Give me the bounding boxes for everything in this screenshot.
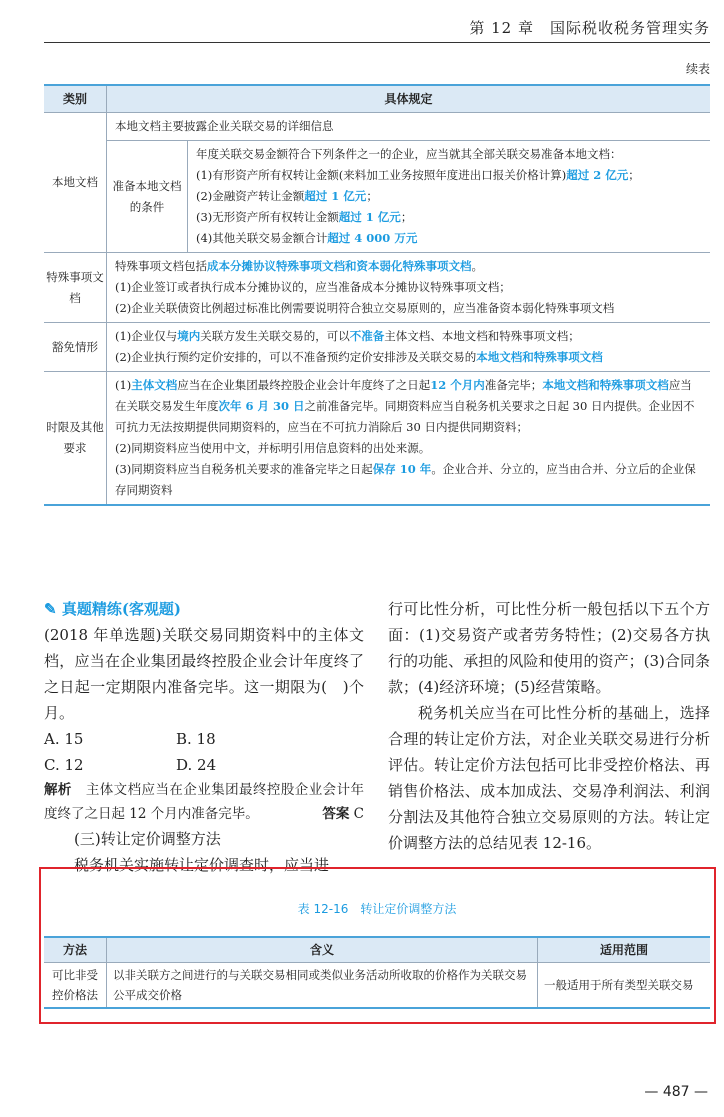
text-line: (3)无形资产所有权转让金额超过 1 亿元； xyxy=(196,210,413,224)
table-cell: 本地文档主要披露企业关联交易的详细信息 xyxy=(107,113,711,141)
option: C. 12 xyxy=(44,756,84,774)
table-cell xyxy=(188,141,711,253)
table-row xyxy=(44,323,710,372)
text-line: (2)企业执行预约定价安排的，可以不准备预约定价安排涉及关联交易的本地文档和特殊事项文档 xyxy=(115,350,603,364)
column-header: 含义 xyxy=(107,937,538,963)
table-header-row xyxy=(44,85,710,113)
table-row xyxy=(44,113,710,141)
text-line: (2)企业关联债资比例超过标准比例需要说明符合独立交易原则的，应当准备资本弱化特殊事项文档 xyxy=(115,301,615,315)
text-line: (4)其他关联交易金额合计超过 4 000 万元 xyxy=(196,231,418,245)
table-row xyxy=(44,253,710,323)
text-line: (2)同期资料应当使用中文，并标明引用信息资料的出处来源。 xyxy=(115,441,431,455)
category-cell: 特殊事项文档 xyxy=(44,253,107,323)
continued-label: 续表 xyxy=(685,62,710,76)
table-row xyxy=(44,372,710,506)
paragraph: 行可比性分析，可比性分析一般包括以下五个方面：(1)交易资产或者劳务特性；(2)交易各方执行的功能、承担的风险和使用的资产；(3)合同条款；(4)经济环境；(5)经营策略。 xyxy=(388,600,710,696)
option: A. 15 xyxy=(44,730,84,748)
column-header: 适用范围 xyxy=(538,937,711,963)
text-line: 年度关联交易金额符合下列条件之一的企业，应当就其全部关联交易准备本地文档： xyxy=(196,147,622,161)
option: D. 24 xyxy=(176,756,217,774)
text-line: (1)企业仅与境内关联方发生关联交易的，可以不准备主体文档、本地文档和特殊事项文档； xyxy=(115,329,580,343)
options-row xyxy=(44,752,364,778)
text-line: (3)同期资料应当自税务机关要求的准备完毕之日起保存 10 年。企业合并、分立的，应当由合并、分立后的企业保存同期资料 xyxy=(115,462,696,497)
methods-table xyxy=(44,936,710,1009)
table-cell xyxy=(107,372,711,506)
practice-column xyxy=(44,596,364,878)
text-line: (2)金融资产转让金额超过 1 亿元； xyxy=(196,189,378,203)
table-row xyxy=(44,141,710,253)
text-line: (1)企业签订或者执行成本分摊协议的，应当准备成本分摊协议特殊事项文档； xyxy=(115,280,511,294)
question-text: (2018 年单选题)关联交易同期资料中的主体文档，应当在企业集团最终控股企业会计年度终了之日起一定期限内准备完毕。这一期限为( )个月。 xyxy=(44,626,364,722)
documentation-table xyxy=(44,84,710,506)
column-header: 方法 xyxy=(44,937,107,963)
category-cell: 时限及其他要求 xyxy=(44,372,107,506)
text-line: (1)有形资产所有权转让金额(来料加工业务按照年度进出口报关价格计算)超过 2 亿元； xyxy=(196,168,640,182)
text-line: (1)主体文档应当在企业集团最终控股企业会计年度终了之日起12 个月内准备完毕；本地文档和特殊事项文档应当在关联交易发生年度次年 6 月 30 日之前准备完毕。同期资料应当自税务机关要求之日起 30 日内提供。企业因不可抗力无法按期提供同期资料的，应当在不可抗力消除后 30 日内提供同期资料； xyxy=(115,378,695,434)
category-cell: 本地文档 xyxy=(44,113,107,253)
sub-category-cell: 准备本地文档的条件 xyxy=(107,141,188,253)
table-row xyxy=(44,963,710,1009)
paragraph: 税务机关实施转让定价调查时，应当进 xyxy=(74,856,330,874)
table-header-row xyxy=(44,937,710,963)
analysis: 解析 主体文档应当在企业集团最终控股企业会计年度终了之日起 12 个月内准备完毕。 答案 C xyxy=(44,782,365,822)
text-line: 特殊事项文档包括成本分摊协议特殊事项文档和资本弱化特殊事项文档。 xyxy=(115,259,483,273)
column-header: 具体规定 xyxy=(107,85,711,113)
table-cell xyxy=(107,253,711,323)
practice-title: ✎ 真题精练(客观题) xyxy=(44,600,182,618)
column-header: 类别 xyxy=(44,85,107,113)
body-column xyxy=(388,596,710,856)
table-cell xyxy=(107,323,711,372)
pencil-icon: ✎ xyxy=(44,600,57,618)
option: B. 18 xyxy=(176,730,216,748)
section-heading: (三)转让定价调整方法 xyxy=(74,830,221,848)
page-number: — 487 — xyxy=(644,1084,708,1100)
category-cell: 豁免情形 xyxy=(44,323,107,372)
options-row xyxy=(44,726,364,752)
paragraph: 税务机关应当在可比性分析的基础上，选择合理的转让定价方法，对企业关联交易进行分析评估。转让定价方法包括可比非受控价格法、再销售价格法、成本加成法、交易净利润法、利润分割法及其他符合独立交易原则的方法。转让定价调整方法的总结见表 12-16。 xyxy=(388,704,710,852)
table-title: 表 12-16 转让定价调整方法 xyxy=(297,902,457,916)
table-cell: 可比非受控价格法 xyxy=(44,963,107,1009)
table-cell: 一般适用于所有类型关联交易 xyxy=(538,963,711,1009)
table-cell: 以非关联方之间进行的与关联交易相同或类似业务活动所收取的价格作为关联交易公平成交价格 xyxy=(107,963,538,1009)
running-header: 第 12 章 国际税收税务管理实务 xyxy=(44,14,710,43)
